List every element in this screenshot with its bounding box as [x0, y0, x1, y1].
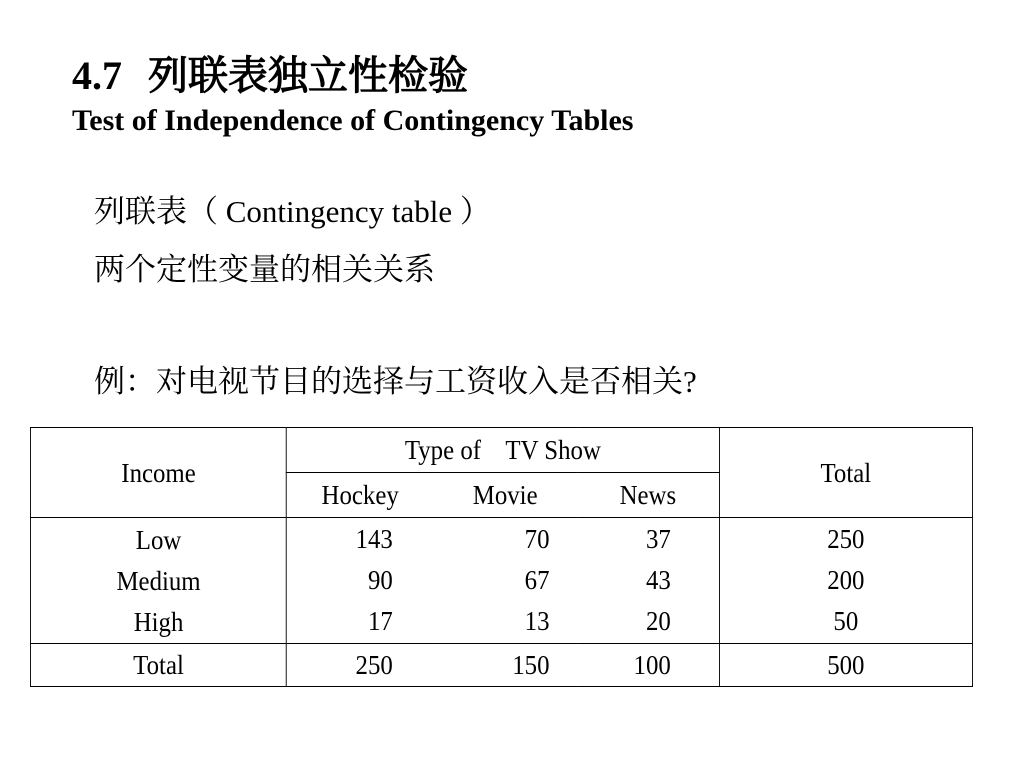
row-label-high: High	[133, 607, 184, 637]
subheader-movie: Movie	[433, 473, 577, 518]
contingency-table	[30, 427, 973, 687]
cell-high-movie: 13	[524, 606, 550, 636]
total-values-cell	[719, 518, 972, 644]
subheader-news: News	[577, 473, 719, 518]
cell-medium-total: 200	[827, 565, 865, 595]
cell-low-hockey: 143	[355, 524, 393, 554]
movie-values-cell	[433, 518, 577, 644]
cell-high-hockey: 17	[367, 606, 393, 636]
title-chinese: 列联表独立性检验	[148, 53, 468, 98]
cell-high-total: 50	[833, 606, 859, 636]
hockey-values-cell	[287, 518, 434, 644]
cell-high-news: 20	[645, 606, 671, 636]
cell-low-movie: 70	[524, 524, 550, 554]
row-label-medium: Medium	[116, 566, 201, 596]
section-number: 4.7	[72, 53, 122, 98]
total-hockey: 250	[287, 644, 434, 687]
slide-title	[72, 50, 633, 140]
table-body-row	[30, 518, 972, 644]
news-values-cell	[577, 518, 719, 644]
total-news: 100	[577, 644, 719, 687]
total-movie: 150	[433, 644, 577, 687]
header-total: Total	[719, 428, 972, 518]
title-chinese-line	[72, 50, 633, 102]
cell-medium-movie: 67	[524, 565, 550, 595]
cell-medium-hockey: 90	[367, 565, 393, 595]
definition-line: 列联表（ Contingency table ）	[94, 194, 491, 229]
table-header-row	[30, 428, 972, 473]
example-line: 例：对电视节目的选择与工资收入是否相关?	[94, 364, 697, 399]
grand-total: 500	[719, 644, 972, 687]
cell-low-total: 250	[827, 524, 865, 554]
cell-low-news: 37	[645, 524, 671, 554]
total-row-label: Total	[30, 644, 286, 687]
table-total-row	[30, 644, 972, 687]
header-type-of-tv-show: Type of TV Show	[287, 428, 719, 473]
row-label-low: Low	[135, 525, 182, 555]
cell-medium-news: 43	[645, 565, 671, 595]
description-line: 两个定性变量的相关关系	[94, 252, 435, 287]
title-english: Test of Independence of Contingency Tables	[72, 104, 634, 137]
header-income: Income	[30, 428, 286, 518]
row-labels-cell	[30, 518, 286, 644]
subheader-hockey: Hockey	[287, 473, 434, 518]
